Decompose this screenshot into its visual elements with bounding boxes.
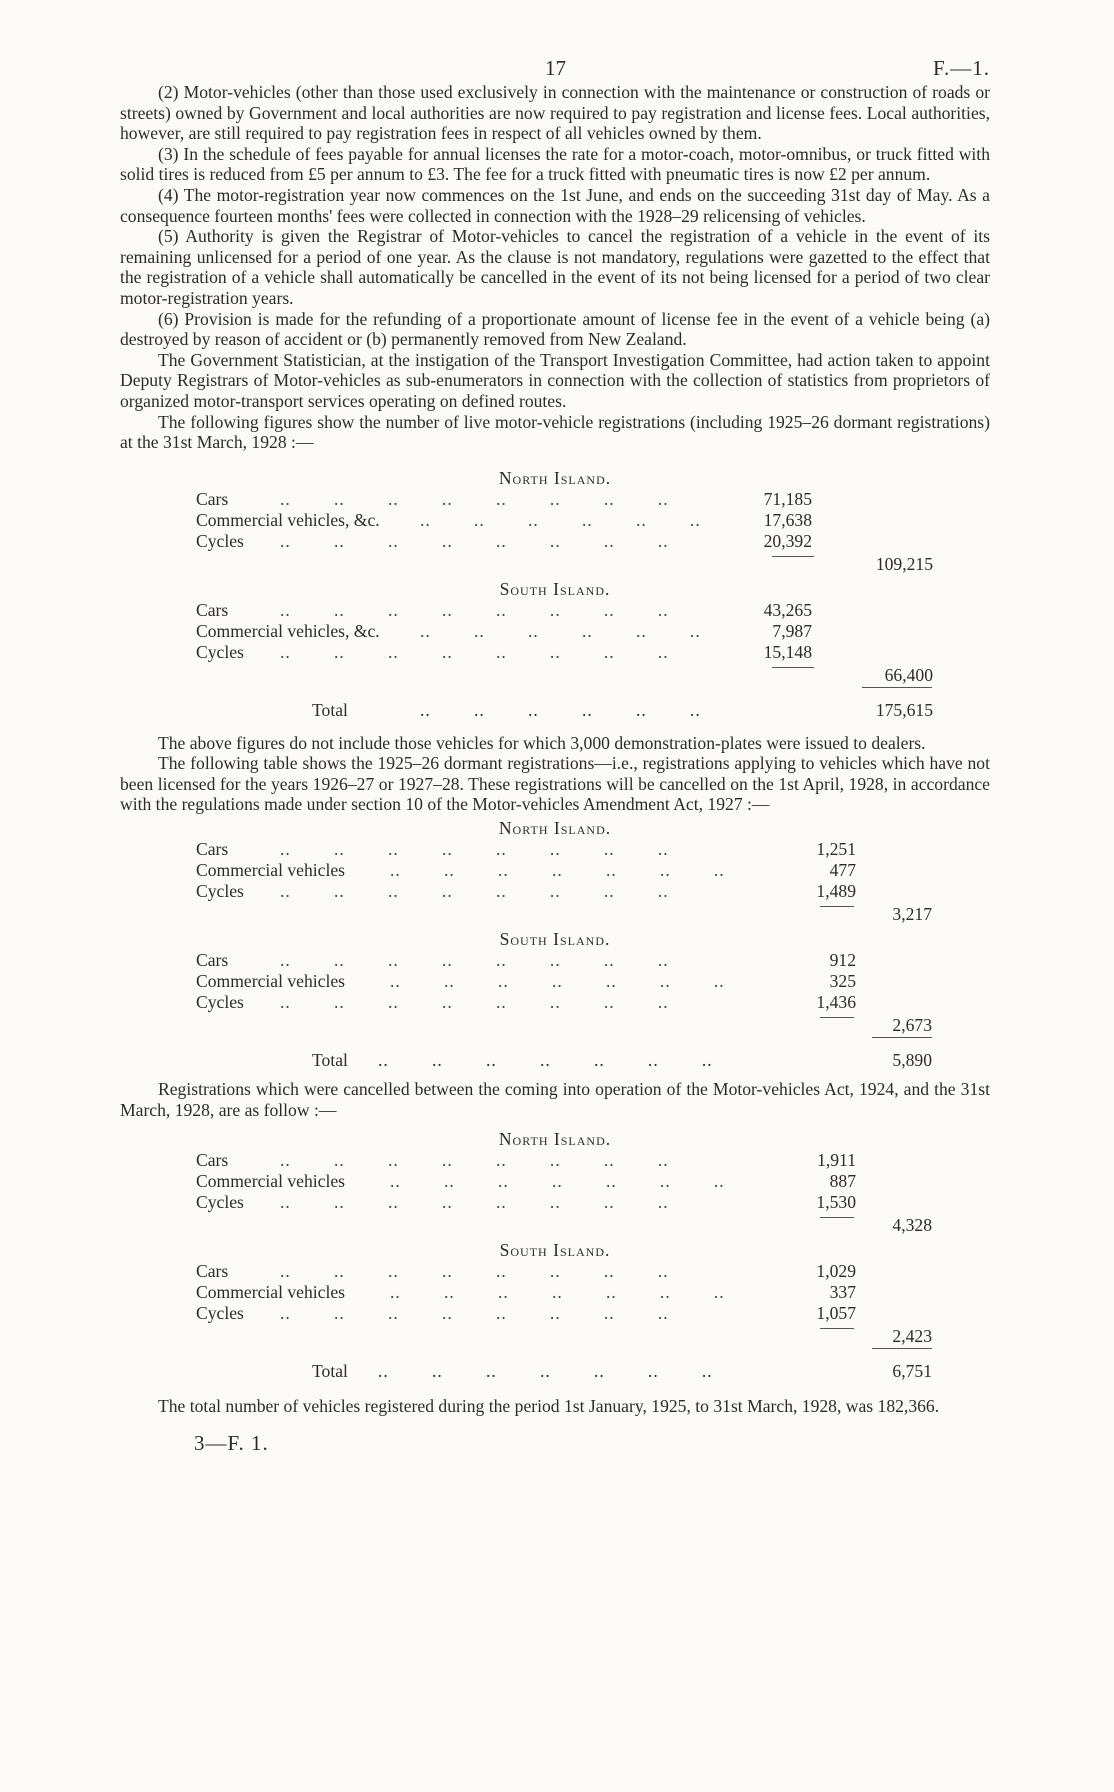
- leader-dots: .. .. .. .. .. ..: [420, 699, 701, 720]
- table-row: [120, 992, 990, 1013]
- dormant-intro: [120, 733, 990, 815]
- table-row: [120, 600, 990, 621]
- total-label: Total: [312, 1050, 348, 1071]
- row-value: 1,530: [816, 1192, 856, 1213]
- table-row: [120, 642, 990, 663]
- subtotal-row: [120, 1013, 990, 1035]
- row-value: 477: [829, 860, 856, 881]
- leader-dots: .. .. .. .. .. .. .. ..: [280, 530, 669, 551]
- subtotal-row: [120, 1324, 990, 1346]
- row-label: Cycles: [196, 530, 244, 551]
- row-label: Cycles: [196, 641, 244, 662]
- row-value: 20,392: [763, 530, 812, 551]
- table-row: [120, 1192, 990, 1213]
- row-value: 1,057: [816, 1303, 856, 1324]
- leader-dots: .. .. .. .. .. ..: [420, 620, 701, 641]
- table-row: [120, 971, 990, 992]
- leader-dots: .. .. .. .. .. ..: [420, 509, 701, 530]
- row-value: 337: [829, 1282, 856, 1303]
- row-label: Cars: [196, 1261, 229, 1282]
- rule: [820, 906, 854, 907]
- leader-dots: .. .. .. .. .. .. .. ..: [280, 488, 669, 509]
- subtotal-row: [120, 663, 990, 685]
- north-island-heading: North Island.: [498, 467, 612, 488]
- leader-dots: .. .. .. .. .. .. ..: [378, 1050, 713, 1071]
- row-value: 1,489: [816, 881, 856, 902]
- leader-dots: .. .. .. .. .. .. .. ..: [280, 599, 669, 620]
- row-label: Commercial vehicles, &c.: [196, 620, 380, 641]
- closing-section: [120, 1396, 990, 1417]
- row-value: 71,185: [763, 488, 812, 509]
- paragraph: (2) Motor-vehicles (other than those used exclusively in connection with the maintenance or construction of roads or streets) owned by Government and local authorities are now required to pay registration and license fees. Local authorities, however, are still required to pay registration fees in respect of all vehicles owned by them.: [120, 82, 990, 144]
- leader-dots: .. .. .. .. .. .. .. ..: [280, 839, 669, 860]
- paragraph: (3) In the schedule of fees payable for annual licenses the rate for a motor-coach, motor-omnibus, or truck fitted with solid tires is reduced from £5 per annum to £3. The fee for a truck fitted with pneumatic tires is now £2 per annum.: [120, 143, 990, 185]
- paragraph: The following table shows the 1925–26 dormant registrations—i.e., registrations applying to vehicles which have not been licensed for the years 1926–27 or 1927–28. These registrations will be cancelled on the 1st April, 1928, in accordance with the regulations made under section 10 of the Motor-vehicles Amendment Act, 1927 :—: [120, 753, 990, 815]
- total-label: Total: [312, 1361, 348, 1382]
- subtotal-value: 2,423: [892, 1326, 932, 1347]
- total-row: [120, 697, 990, 723]
- subtotal-row: [120, 552, 990, 574]
- subtotal-value: 66,400: [884, 664, 933, 685]
- subtotal-value: 4,328: [892, 1215, 932, 1236]
- row-value: 7,987: [772, 620, 812, 641]
- rule: [772, 556, 814, 557]
- row-label: Commercial vehicles, &c.: [196, 509, 380, 530]
- row-label: Commercial vehicles: [196, 860, 346, 881]
- cancelled-registrations-table: [120, 1128, 990, 1384]
- paragraph: Registrations which were cancelled between the coming into operation of the Motor-vehicles Act, 1924, and the 31st March, 1928, are as follow :—: [120, 1079, 990, 1120]
- table-row: [120, 1171, 990, 1192]
- subtotal-value: 2,673: [892, 1015, 932, 1036]
- leader-dots: .. .. .. .. .. .. .. ..: [280, 881, 669, 902]
- table-row: [120, 1150, 990, 1171]
- paragraph: (5) Authority is given the Registrar of Motor-vehicles to cancel the registration of a vehicle in the event of its remaining unlicensed for a period of one year. As the clause is not mandatory, regulations were gazetted to the effect that the registration of a vehicle shall automatically be cancelled in the event of its not being licensed for a period of two clear motor-registration years.: [120, 226, 990, 308]
- leader-dots: .. .. .. .. .. .. ..: [390, 1171, 725, 1192]
- document-reference: F.—1.: [933, 56, 990, 80]
- table-row: [120, 531, 990, 552]
- rule: [820, 1017, 854, 1018]
- row-value: 1,029: [816, 1261, 856, 1282]
- row-label: Commercial vehicles: [196, 1171, 346, 1192]
- row-value: 887: [829, 1171, 856, 1192]
- rule: [872, 1037, 932, 1038]
- rule: [820, 1328, 854, 1329]
- leader-dots: .. .. .. .. .. .. .. ..: [280, 641, 669, 662]
- row-label: Cycles: [196, 881, 244, 902]
- table-row: [120, 621, 990, 642]
- south-island-heading: South Island.: [499, 1240, 611, 1261]
- table-row: [120, 1282, 990, 1303]
- total-row: [120, 1358, 990, 1384]
- leader-dots: .. .. .. .. .. .. .. ..: [280, 1150, 669, 1171]
- rule: [862, 687, 932, 688]
- subtotal-value: 3,217: [892, 904, 932, 925]
- north-island-heading: North Island.: [498, 1129, 612, 1150]
- row-label: Cars: [196, 950, 229, 971]
- row-label: Cars: [196, 488, 229, 509]
- row-label: Cars: [196, 839, 229, 860]
- paragraph: (6) Provision is made for the refunding of a proportionate amount of license fee in the event of a vehicle being (a) destroyed by reason of accident or (b) permanently removed from New Zealand.: [120, 308, 990, 350]
- leader-dots: .. .. .. .. .. .. ..: [390, 860, 725, 881]
- table-row: [120, 1261, 990, 1282]
- south-island-heading: South Island.: [499, 578, 611, 599]
- row-label: Cycles: [196, 992, 244, 1013]
- table-row: [120, 489, 990, 510]
- row-label: Commercial vehicles: [196, 971, 346, 992]
- leader-dots: .. .. .. .. .. .. .. ..: [280, 1261, 669, 1282]
- leader-dots: .. .. .. .. .. .. .. ..: [280, 1192, 669, 1213]
- table-row: [120, 510, 990, 531]
- leader-dots: .. .. .. .. .. .. .. ..: [280, 950, 669, 971]
- row-value: 1,911: [817, 1150, 856, 1171]
- leader-dots: .. .. .. .. .. .. ..: [390, 1282, 725, 1303]
- subtotal-row: [120, 902, 990, 924]
- cancelled-intro: [120, 1079, 990, 1120]
- page-number: 17: [545, 56, 566, 80]
- rule: [772, 667, 814, 668]
- row-label: Commercial vehicles: [196, 1282, 346, 1303]
- leader-dots: .. .. .. .. .. .. ..: [390, 971, 725, 992]
- row-value: 912: [829, 950, 856, 971]
- rule: [820, 1217, 854, 1218]
- subtotal-row: [120, 1213, 990, 1235]
- page-footer: 3—F. 1.: [194, 1430, 269, 1455]
- row-value: 17,638: [763, 509, 812, 530]
- paragraph: The Government Statistician, at the instigation of the Transport Investigation Committee, had action taken to appoint Deputy Registrars of Motor-vehicles as sub-enumerators in connection with the collection of statistics from proprietors of organized motor-transport services operating on defined routes.: [120, 349, 990, 411]
- row-value: 1,251: [816, 839, 856, 860]
- row-value: 15,148: [763, 641, 812, 662]
- row-value: 1,436: [816, 992, 856, 1013]
- row-value: 43,265: [763, 599, 812, 620]
- grand-total-value: 175,615: [875, 699, 933, 720]
- north-island-heading: North Island.: [498, 818, 612, 839]
- table-row: [120, 860, 990, 881]
- rule: [872, 1348, 932, 1349]
- document-page: [120, 48, 990, 1456]
- south-island-heading: South Island.: [499, 929, 611, 950]
- leader-dots: .. .. .. .. .. .. .. ..: [280, 1303, 669, 1324]
- row-label: Cycles: [196, 1192, 244, 1213]
- grand-total-value: 5,890: [892, 1050, 932, 1071]
- total-label: Total: [312, 699, 348, 720]
- live-registrations-table: [120, 467, 990, 723]
- leader-dots: .. .. .. .. .. .. .. ..: [280, 992, 669, 1013]
- row-label: Cycles: [196, 1303, 244, 1324]
- table-row: [120, 950, 990, 971]
- subtotal-value: 109,215: [875, 553, 933, 574]
- paragraph: The following figures show the number of live motor-vehicle registrations (including 1925–26 dormant registrations) at the 31st March, 1928 :—: [120, 411, 990, 453]
- paragraph: The total number of vehicles registered during the period 1st January, 1925, to 31st March, 1928, was 182,366.: [158, 1396, 940, 1417]
- leader-dots: .. .. .. .. .. .. ..: [378, 1361, 713, 1382]
- table-row: [120, 839, 990, 860]
- intro-section: [120, 82, 990, 453]
- table-row: [120, 1303, 990, 1324]
- row-label: Cars: [196, 599, 229, 620]
- total-row: [120, 1047, 990, 1073]
- table-row: [120, 881, 990, 902]
- grand-total-value: 6,751: [892, 1361, 932, 1382]
- row-label: Cars: [196, 1150, 229, 1171]
- row-value: 325: [829, 971, 856, 992]
- dormant-registrations-table: [120, 817, 990, 1073]
- page-header: [120, 48, 990, 82]
- paragraph: The above figures do not include those vehicles for which 3,000 demonstration-plates were issued to dealers.: [158, 732, 926, 753]
- paragraph: (4) The motor-registration year now commences on the 1st June, and ends on the succeeding 31st day of May. As a consequence fourteen months' fees were collected in connection with the 1928–29 relicensing of vehicles.: [120, 184, 990, 226]
